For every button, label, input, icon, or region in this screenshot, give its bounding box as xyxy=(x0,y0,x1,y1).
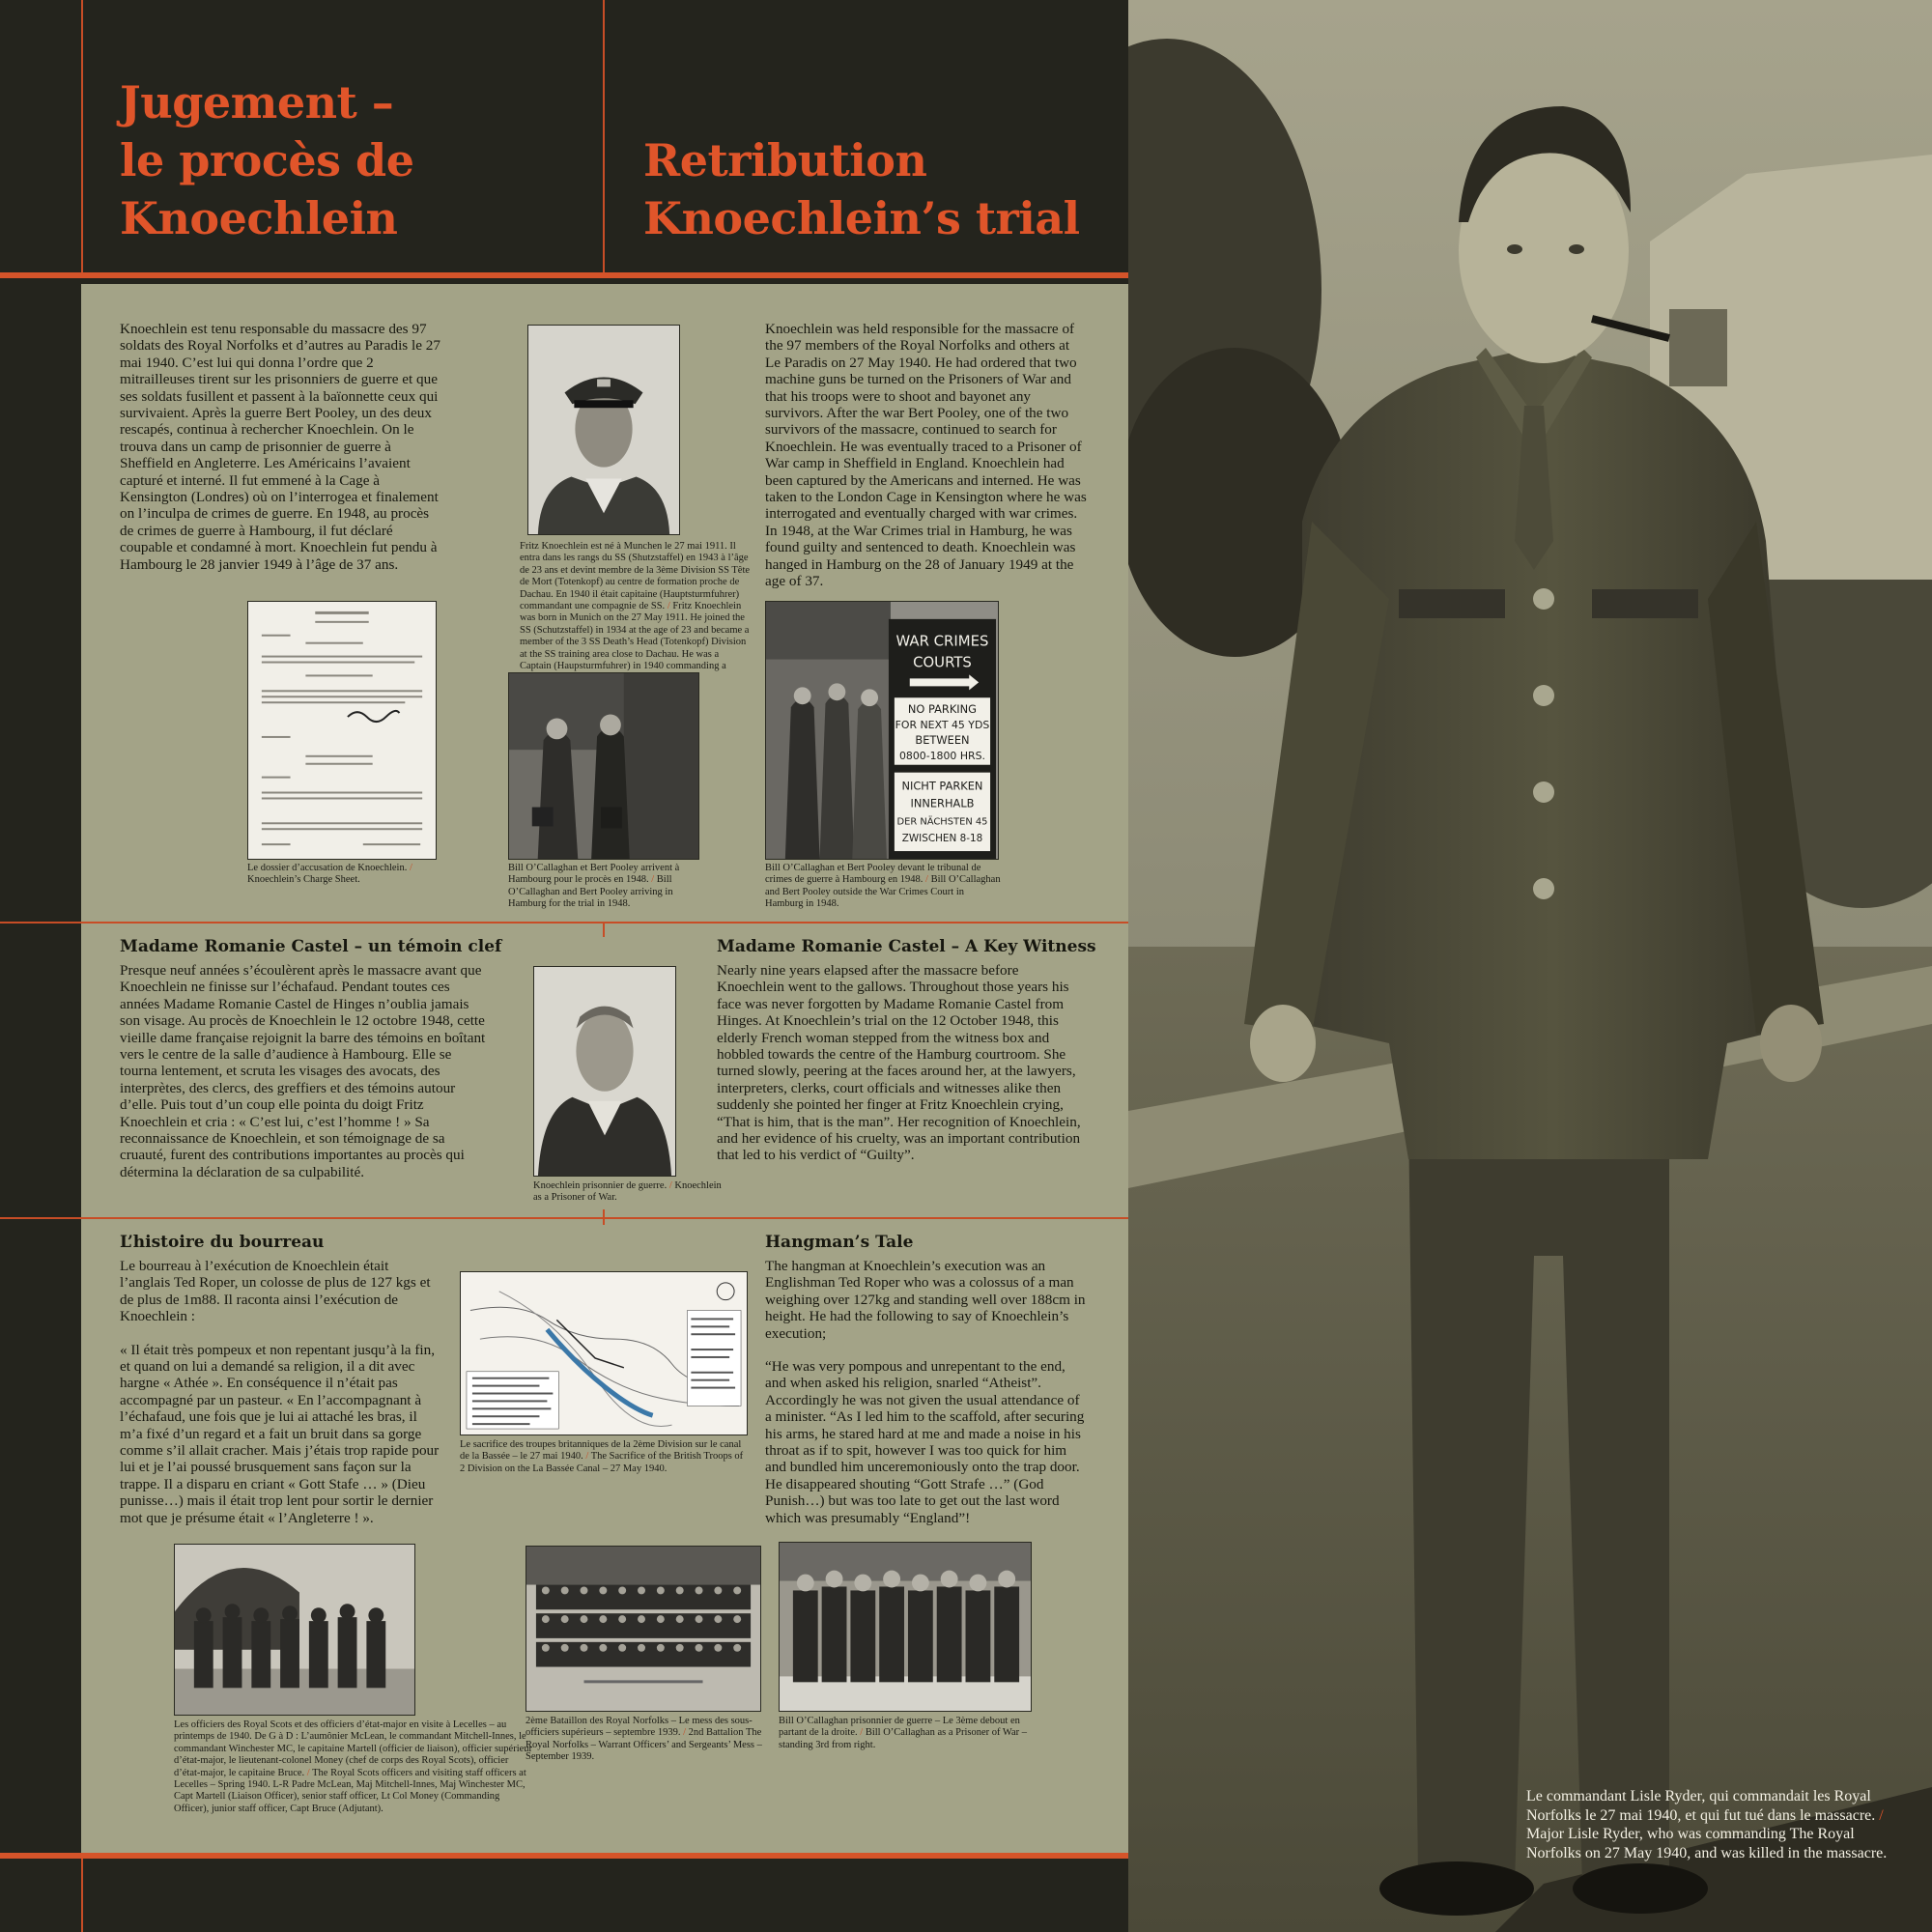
battalion-mess-photo xyxy=(526,1546,761,1712)
battalion-caption: 2ème Bataillon des Royal Norfolks – Le mess des sous-officiers supérieurs – septembre 1939. / 2nd Battalion The Royal Norfolks – Warrant Officers’ and Sergeants’ Mess – September 1939. xyxy=(526,1716,762,1763)
witness-text-en: Nearly nine years elapsed after the massacre before Knoechlein went to the gallows. Throughout those years his face was never forgotten by Madame Romanie Castel from Hinges. At Knoechlein’s trial on the 12 October 1948, this elderly French woman stepped from the witness box and hobbled towards the centre of the Hamburg courtroom. She turned slowly, peering at the faces around her, at the lawyers, interpreters, clerks, court officials and witnesses alike then suddenly she pointed her finger at Fritz Knoechlein crying, “That is him, that is the man”. Her recognition of Knoechlein, and her evidence of his cruelty, was an important contribution that led to his verdict of “Guilty”. xyxy=(717,962,1081,1164)
war-crimes-court-photo xyxy=(765,601,999,860)
sign-text-5: BETWEEN xyxy=(915,732,970,747)
sign-text-9: DER NÄCHSTEN 45 xyxy=(896,816,988,828)
knoechlein-portrait-photo xyxy=(527,325,680,535)
officers-photo xyxy=(174,1544,415,1716)
sign-text-3: NO PARKING xyxy=(907,702,978,717)
divider-1-tick xyxy=(603,922,605,937)
witness-heading-en: Madame Romanie Castel – A Key Witness xyxy=(717,937,1096,956)
pow-group-photo xyxy=(779,1542,1032,1712)
witness-text-fr: Presque neuf années s’écoulèrent après le massacre avant que Knoechlein ne finisse sur l’échafaud. Pendant toutes ces années Madame Romanie Castel de Hinges n’oublia jamais son visage. Au procès de Knoechlein le 12 octobre 1948, cette vieille dame française rejoignit la barre des témoins en boîtant vers le centre de la salle d’audience à Hambourg. Elle se tourna lentement, et scruta les visages des avocats, des interprètes, des clercs, des greffiers et des témoins autour d’elle. Puis tout d’un coup elle pointa du doigt Fritz Knoechlein et cria : « C’est lui, c’est l’homme ! » Sa reconnaissance de Knoechlein, et son témoignage de sa cruauté, furent des contributions importantes au procès qui détermina la déclaration de sa culpabilité. xyxy=(120,962,486,1180)
map-caption: Le sacrifice des troupes britanniques de la 2ème Division sur le canal de la Bassée – le 27 mai 1940. / The Sacrifice of the British Troops of 2 Division on the La Bassée Canal – 27 May 1940. xyxy=(460,1439,744,1474)
footer-rule xyxy=(0,1853,1128,1859)
sign-text-8: INNERHALB xyxy=(910,796,975,810)
sign-text-7: NICHT PARKEN xyxy=(901,779,983,793)
pow-group-caption: Bill O’Callaghan prisonnier de guerre – Le 3ème debout en partant de la droite. / Bill O’Callaghan as a Prisoner of War – standing 3rd from right. xyxy=(779,1716,1028,1750)
sign-text-1: WAR CRIMES xyxy=(895,632,989,650)
hangman-heading-en: Hangman’s Tale xyxy=(765,1233,914,1252)
charge-sheet-caption: Le dossier d’accusation de Knoechlein. / Knoechlein’s Charge Sheet. xyxy=(247,863,412,886)
portrait-caption: Fritz Knoechlein est né à Munchen le 27 mai 1911. Il entra dans les rangs du SS (Shutzstaffel) en 1943 à l’âge de 23 ans et devint membre de la 3ème Division SS Tête de Mort (Totenkopf) au centre de formation proche de Dachau. En 1940 il était capitaine (Hauptsturmfuhrer) commandant une compagnie de SS. / Fritz Knoechlein was born in Munich on the 27 May 1911. He joined the SS (Schutzstaffel) in 1934 at the age of 23 and became a member of the 3 SS Death’s Head (Totenkopf) Division at the SS training area close to Dachau. He was a Captain (Haupsturmfuhrer) in 1940 commanding a xyxy=(520,541,751,672)
sign-text-10: ZWISCHEN 8-18 xyxy=(901,833,983,845)
charge-sheet-photo xyxy=(247,601,437,860)
header-rule xyxy=(0,272,1128,278)
canal-map xyxy=(460,1271,748,1435)
title-fr: Jugement – le procès de Knoechlein xyxy=(120,76,414,244)
divider-2 xyxy=(0,1217,1128,1219)
sign-text-2: COURTS xyxy=(913,653,972,671)
sign-text-4: FOR NEXT 45 YDS xyxy=(895,719,990,732)
hangman-text-fr: Le bourreau à l’exécution de Knoechlein était l’anglais Ted Roper, un colosse de plus de 127 kgs et de plus de 1m88. Il raconta ainsi l’exécution de Knoechlein : « Il était très pompeux et non repentant jusqu’à la fin, et quand on lui a demandé sa religion, il a dit avec hargne « Athée ». En conséquence il n’était pas accompagné par un pasteur. « En l’accompagnant à l’échafaud, une fois que je lui ai attaché les bras, il m’a fixé d’un regard et a fait un bruit dans sa gorge comme s’il allait cracher. Mais j’étais trop rapide pour lui et je l’ai poussé brusquement sans façon sur la trappe. Il a disparu en criant « Gott Stafe … » (Dieu punisse…) mais il était trop lent pour sortir le dernier mot que je présume était « l’Angleterre ! ». xyxy=(120,1258,440,1526)
major-ryder-photo xyxy=(1128,0,1932,1932)
header-divider xyxy=(603,0,605,272)
court-caption: Bill O’Callaghan et Bert Pooley devant le tribunal de crimes de guerre à Hambourg en 1948. / Bill O’Callaghan and Bert Pooley outside the War Crimes Court in Hamburg in 1948. xyxy=(765,863,1001,910)
divider-2-tick xyxy=(603,1209,605,1225)
hero-caption: Le commandant Lisle Ryder, qui commandait les Royal Norfolks le 27 mai 1940, et qui fut tué dans le massacre. / Major Lisle Ryder, who was commanding The Royal Norfolks on 27 May 1940, and was killed in the massacre. xyxy=(1526,1788,1888,1861)
intro-en: Knoechlein was held responsible for the massacre of the 97 members of the Royal Norfolks and others at Le Paradis on 27 May 1940. He had ordered that two machine guns be turned on the Prisoners of War and that his troops were to shoot and bayonet any survivors. After the war Bert Pooley, one of the two survivors of the massacre, continued to search for Knoechlein. He was eventually traced to a Prisoner of War camp in Sheffield in England. Knoechlein had been captured by the Americans and interned. He was taken to the London Cage in Kensington where he was interrogated and eventually charged with war crimes. In 1948, at the War Crimes trial in Hamburg, he was found guilty and sentenced to death. Knoechlein was hanged in Hamburg on the 28 of January 1949 at the age of 37. xyxy=(765,321,1087,590)
arriving-hamburg-photo xyxy=(508,672,699,860)
footer-left-rule xyxy=(81,1859,83,1932)
witness-heading-fr: Madame Romanie Castel – un témoin clef xyxy=(120,937,502,956)
intro-fr: Knoechlein est tenu responsable du massacre des 97 soldats des Royal Norfolks et d’autres au Paradis le 27 mai 1940. C’est lui qui donna l’ordre que 2 mitrailleuses tirent sur les prisonniers de guerre et que ses soldats fusillent et passent à la baïonnette ceux qui survivaient. Après la guerre Bert Pooley, un des deux rescapés, continua à rechercher Knoechlein. On le trouva dans un camp de prisonnier de guerre à Sheffield en Angleterre. Les Américains l’avaient capturé et interné. Il fut emmené à la Cage à Kensington (Londres) où on l’interrogea et finalement on l’inculpa de crimes de guerre. En 1948, au procès de crimes de guerre à Hambourg, il fut déclaré coupable et condamné à mort. Knoechlein fut pendu à Hambourg le 28 janvier 1949 à l’âge de 37 ans. xyxy=(120,321,440,573)
hangman-text-en: The hangman at Knoechlein’s execution was an Englishman Ted Roper who was a colossus of a man weighing over 127kg and standing well over 188cm in height. He had the following to say of Knoechlein’s execution; “He was very pompous and unrepentant to the end, and when asked his religion, snarled “Atheist”. Accordingly he was not given the usual attendance of a minister. “As I led him to the scaffold, after securing his arms, he stared hard at me and made a noise in his throat as if to spit, however I was too quick for him and bundled him unceremoniously onto the trap door. He disappeared shouting “Gott Strafe …” (God Punish…) but was too late to get out the last word which was presumably “England”! xyxy=(765,1258,1086,1526)
hangman-heading-fr: L’histoire du bourreau xyxy=(120,1233,325,1252)
divider-1 xyxy=(0,922,1128,923)
title-en: Retribution Knoechlein’s trial xyxy=(643,134,1080,244)
arriving-caption: Bill O’Callaghan et Bert Pooley arrivent à Hambourg pour le procès en 1948. / Bill O’Callaghan and Bert Pooley arriving in Hamburg for the trial in 1948. xyxy=(508,863,680,910)
knoechlein-prisoner-photo xyxy=(533,966,676,1177)
officers-caption: Les officiers des Royal Scots et des officiers d’état-major en visite à Lecelles – au printemps de 1940. De G à D : L’aumônier McLean, le commandant Mitchell-Innes, le commandant Winchester MC, le capitaine Martell (officier de liaison), officier supérieur d’état-major, le lieutenant-colonel Money (chef de corps des Royal Scots), officier d’état-major, le capitaine Bruce. / The Royal Scots officers and visiting staff officers at Lecelles – Spring 1940. L-R Padre McLean, Maj Mitchell-Innes, Maj Winchester MC, Capt Martell (Liaison Officer), senior staff officer, Lt Col Money (Commanding Officer), junior staff officer, Capt Bruce (Adjutant). xyxy=(174,1719,533,1814)
header-left-rule xyxy=(81,0,83,272)
sign-text-6: 0800-1800 HRS. xyxy=(898,749,986,762)
prisoner-caption: Knoechlein prisonnier de guerre. / Knoechlein as a Prisoner of War. xyxy=(533,1180,722,1204)
